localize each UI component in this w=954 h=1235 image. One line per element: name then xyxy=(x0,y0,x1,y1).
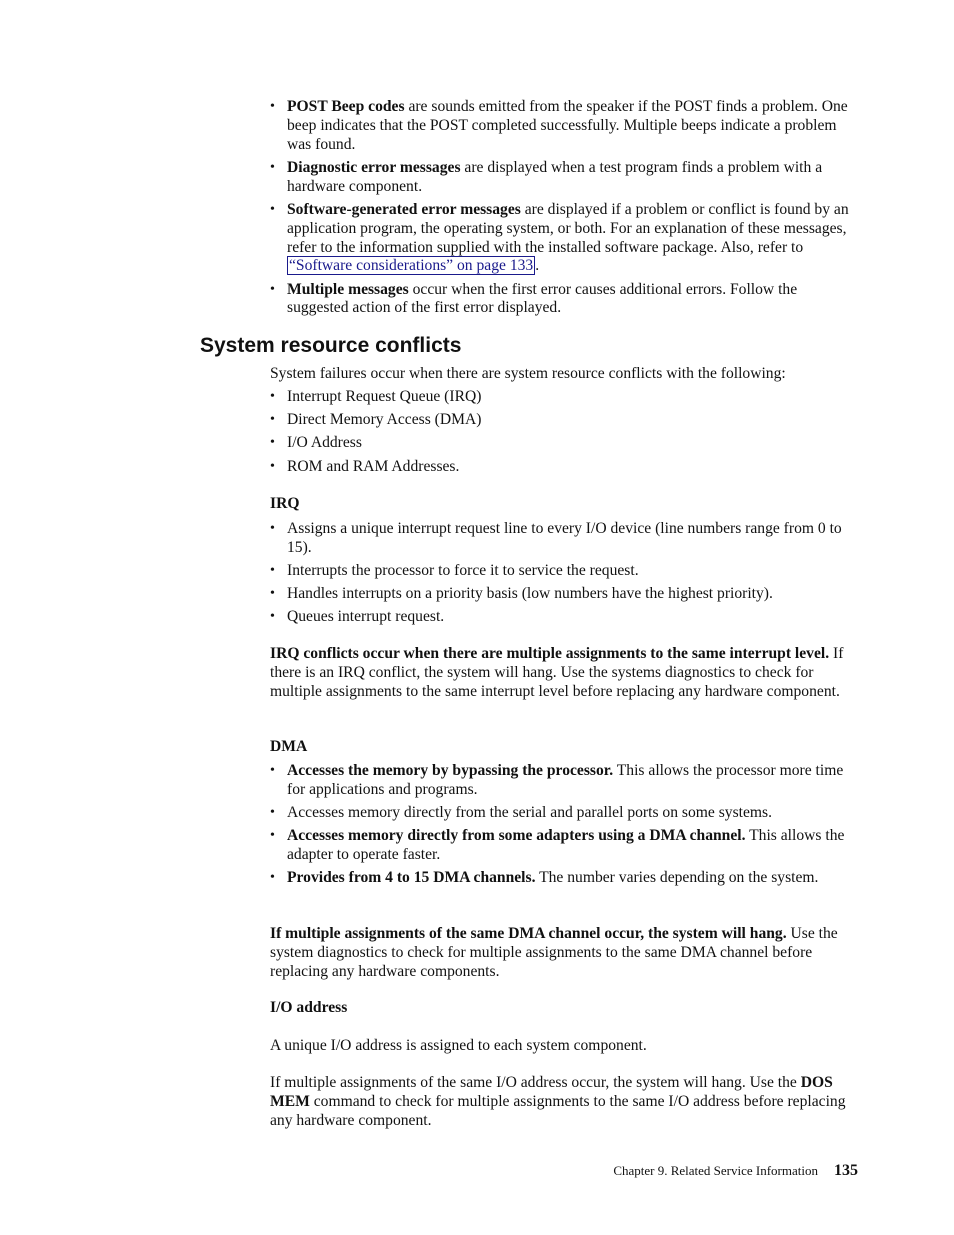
list-item: • Interrupt Request Queue (IRQ) xyxy=(270,388,854,407)
term-description: The number varies depending on the system. xyxy=(535,869,819,887)
list-item xyxy=(270,869,854,888)
page-footer xyxy=(613,1162,858,1180)
dma-section xyxy=(270,738,854,893)
term-description: Accesses memory directly from the serial and parallel ports on some systems. xyxy=(287,803,773,821)
io-text: command to check for multiple assignments to the same I/O address before replacing any hardware component. xyxy=(270,1092,846,1129)
term-description: occur when the first error causes additional errors. Follow the suggested action of the first error displayed. xyxy=(287,280,798,317)
dma-list xyxy=(270,762,854,888)
list-item xyxy=(270,827,854,865)
io-section xyxy=(270,999,854,1018)
io-para-1 xyxy=(270,1037,854,1056)
term-bold: Provides from 4 to 15 DMA channels. xyxy=(287,869,536,887)
io-paragraph: A unique I/O address is assigned to each system component. xyxy=(270,1037,647,1054)
resource-list xyxy=(270,388,854,477)
dma-note-bold: If multiple assignments of the same DMA channel occur, the system will hang. xyxy=(270,925,787,942)
intro-paragraph: System failures occur when there are system resource conflicts with the following: xyxy=(270,365,786,382)
list-item xyxy=(270,98,854,154)
irq-list xyxy=(270,520,854,627)
irq-heading: IRQ xyxy=(270,495,300,512)
term-description: are displayed when a test program finds a problem with a hardware component. xyxy=(287,158,823,195)
term-bold: Accesses the memory by bypassing the processor. xyxy=(287,761,614,779)
irq-note xyxy=(270,645,854,701)
io-paragraph xyxy=(270,1074,854,1130)
irq-note-text: If there is an IRQ conflict, the system will hang. Use the systems diagnostics to check for multiple assignments to the same interrupt level before replacing any hardware component. xyxy=(270,645,844,700)
io-heading: I/O address xyxy=(270,999,348,1016)
list-item: • I/O Address xyxy=(270,434,854,453)
top-message-types xyxy=(270,98,854,323)
section-title: System resource conflicts xyxy=(200,334,462,357)
list-item xyxy=(270,201,854,276)
period: . xyxy=(535,257,540,275)
section-intro xyxy=(270,365,854,481)
term-description: are displayed if a problem or conflict is found by an application program, the operating system, or both. For an explanation of these messages, refer to the information supplied with the installed software package. Also, refer to xyxy=(287,200,849,256)
term-bold: Accesses memory directly from some adapters using a DMA channel. xyxy=(287,827,746,845)
io-text: If multiple assignments of the same I/O address occur, the system will hang. Use the xyxy=(270,1074,801,1091)
list-item xyxy=(270,804,854,823)
page-number: 135 xyxy=(834,1162,858,1179)
list-item: • ROM and RAM Addresses. xyxy=(270,458,854,477)
list-item: • Direct Memory Access (DMA) xyxy=(270,411,854,430)
chapter-title: Chapter 9. Related Service Information xyxy=(613,1163,818,1178)
list-item: • Handles interrupts on a priority basis (low numbers have the highest priority). xyxy=(270,585,854,604)
list-item xyxy=(270,281,854,319)
list-item: • Queues interrupt request. xyxy=(270,608,854,627)
term-description: This allows the adapter to operate faster. xyxy=(287,827,845,863)
term-description: This allows the processor more time for applications and programs. xyxy=(287,761,844,798)
dma-heading: DMA xyxy=(270,738,308,755)
term-bold: POST Beep codes xyxy=(287,98,405,115)
irq-note-paragraph xyxy=(270,645,854,701)
io-para-2 xyxy=(270,1074,854,1130)
dma-note-text: Use the system diagnostics to check for multiple assignments to the same DMA channel before replacing any hardware components. xyxy=(270,925,838,980)
dma-note-paragraph xyxy=(270,925,854,981)
dma-note xyxy=(270,925,854,981)
term-bold: Multiple messages xyxy=(287,280,409,298)
list-item: • Interrupts the processor to force it to service the request. xyxy=(270,562,854,581)
term-description: are sounds emitted from the speaker if the POST finds a problem. One beep indicates that the POST completed successfully. Multiple beeps indicate a problem was found. xyxy=(287,98,848,153)
list-item xyxy=(270,762,854,800)
term-bold: Software-generated error messages xyxy=(287,200,521,218)
list-item xyxy=(270,159,854,197)
dos-mem-command: DOS MEM xyxy=(270,1074,833,1110)
irq-section xyxy=(270,495,854,632)
irq-note-bold: IRQ conflicts occur when there are multiple assignments to the same interrupt level. xyxy=(270,645,830,662)
term-bold: Diagnostic error messages xyxy=(287,158,461,176)
list-item: • Assigns a unique interrupt request line to every I/O device (line numbers range from 0 to 15). xyxy=(270,520,854,558)
software-considerations-link[interactable]: “Software considerations” on page 133 xyxy=(289,257,534,275)
message-type-list xyxy=(270,98,854,318)
